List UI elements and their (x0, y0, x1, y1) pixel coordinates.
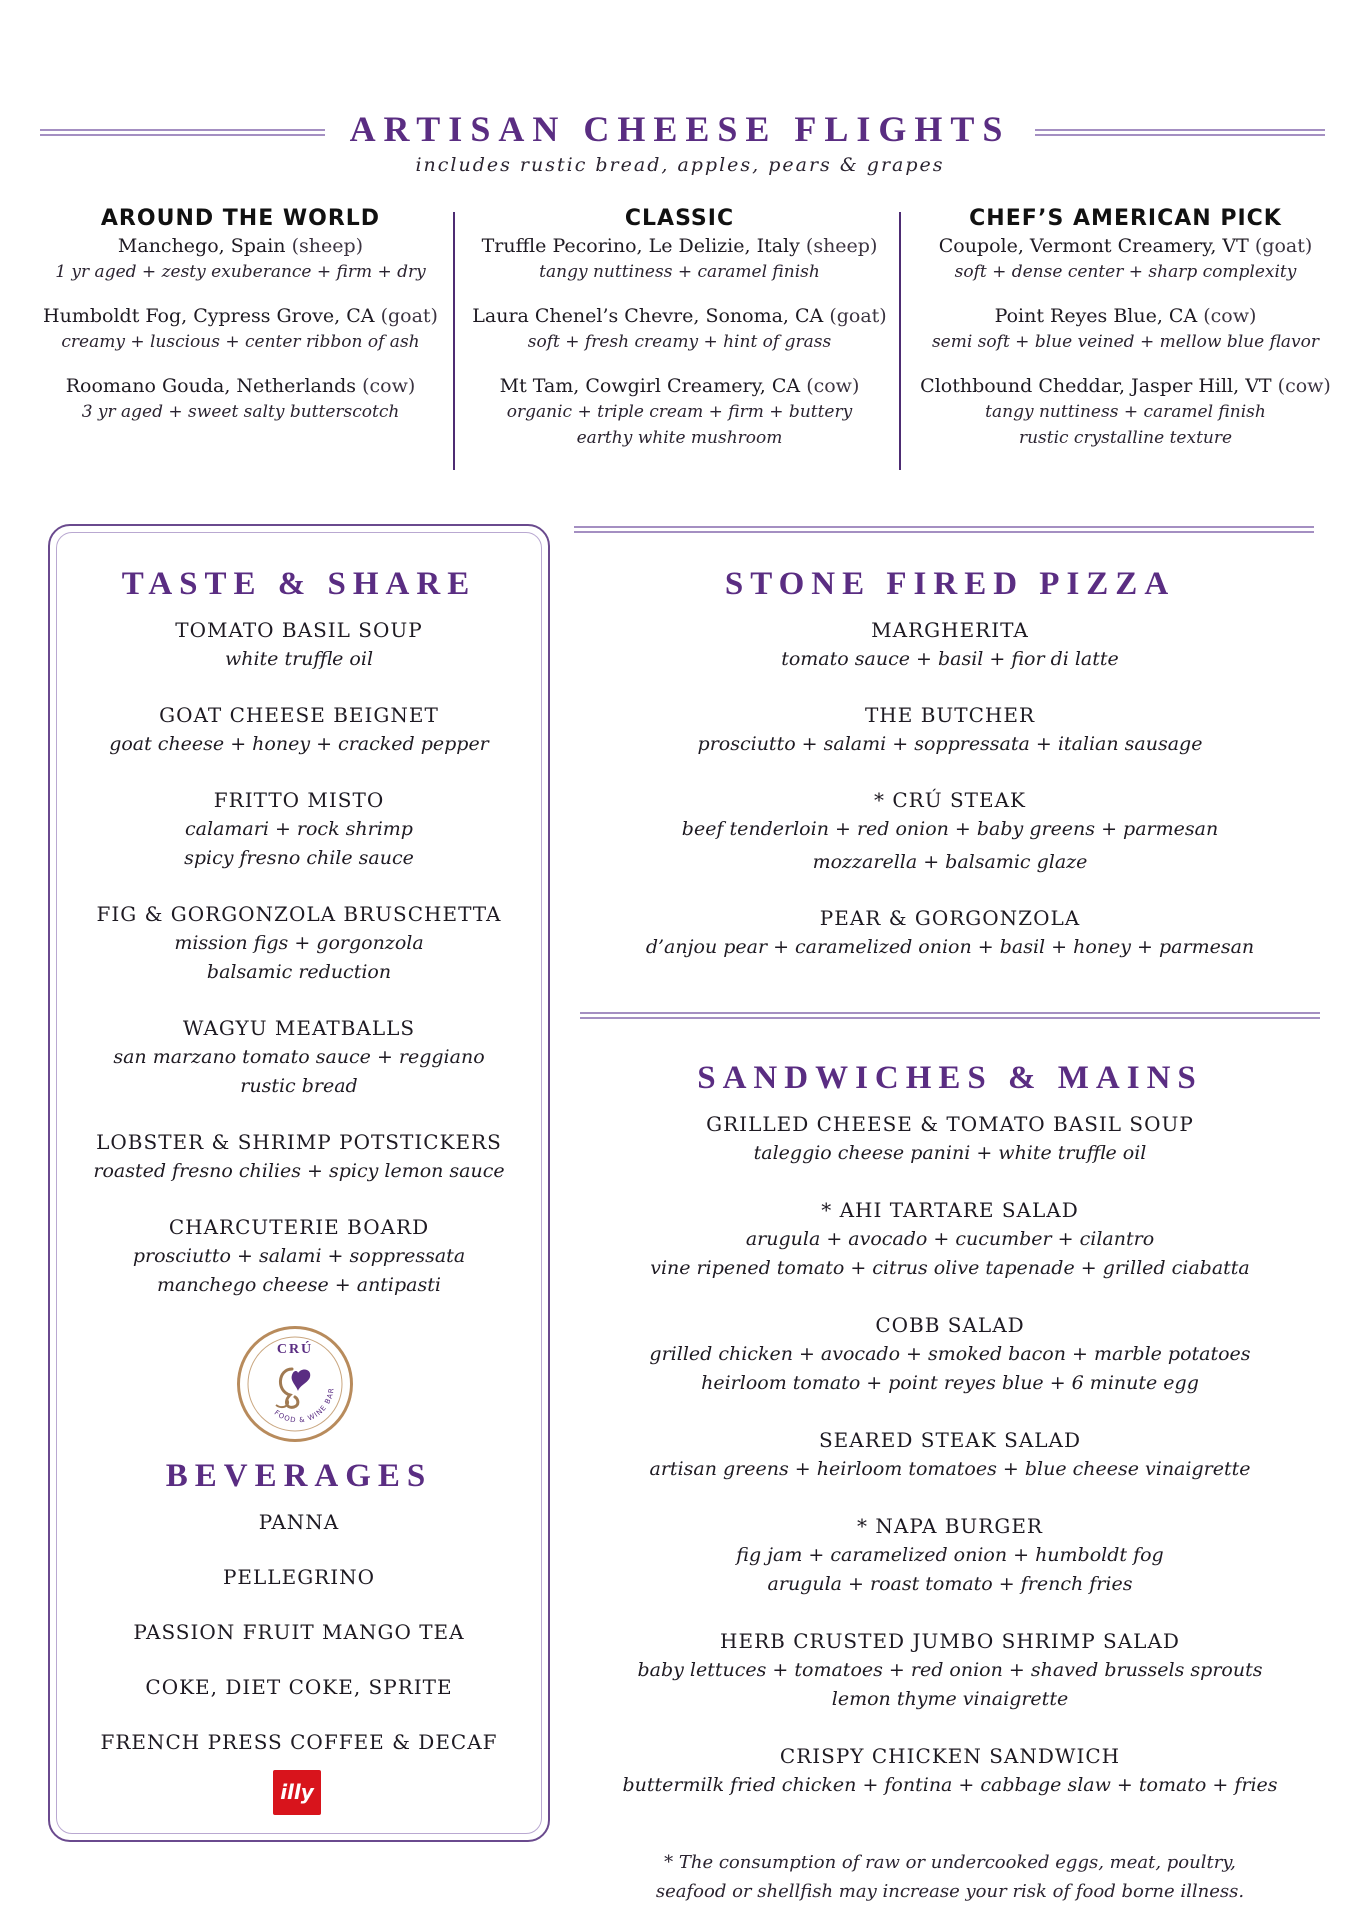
menu-item (56, 1213, 542, 1300)
mains-title: SANDWICHES & MAINS (697, 1060, 1203, 1096)
pizza-title: STONE FIRED PIZZA (724, 566, 1176, 602)
menu-item (600, 616, 1300, 674)
menu-item-description: tomato sauce + basil + fior di latte (781, 648, 1119, 670)
menu-item-description: d’anjou pear + caramelized onion + basil + honey + parmesan (645, 936, 1255, 958)
menu-item-description: fig jam + caramelized onion + humboldt fog (736, 1544, 1164, 1566)
menu-item-description: buttermilk fried chicken + fontina + cabbage slaw + tomato + fries (622, 1774, 1278, 1796)
cheese-description: semi soft + blue veined + mellow blue flavor (931, 332, 1320, 352)
menu-item-description: goat cheese + honey + cracked pepper (109, 733, 489, 755)
taste-share-list (56, 616, 542, 1327)
menu-item-name: GRILLED CHEESE & TOMATO BASIL SOUP (706, 1112, 1194, 1136)
cheese-description: rustic crystalline texture (1018, 428, 1233, 448)
menu-item-description: artisan greens + heirloom tomatoes + blue cheese vinaigrette (649, 1458, 1251, 1480)
cheese-column-1 (18, 206, 463, 443)
milk-type: (cow) (806, 375, 860, 397)
milk-type: (cow) (1277, 375, 1331, 397)
menu-item-name: TOMATO BASIL SOUP (175, 618, 423, 642)
milk-type: (sheep) (291, 235, 364, 257)
menu-item-description: grilled chicken + avocado + smoked bacon + marble potatoes (649, 1343, 1251, 1365)
cheese-name: Truffle Pecorino, Le Delizie, Italy (481, 235, 800, 257)
cheese-description: soft + dense center + sharp complexity (954, 262, 1297, 282)
cheese-name: Manchego, Spain (117, 235, 286, 257)
menu-item-name: LOBSTER & SHRIMP POTSTICKERS (96, 1130, 502, 1154)
health-footnote (600, 1848, 1300, 1906)
menu-item-name: GOAT CHEESE BEIGNET (159, 703, 439, 727)
pizza-top-rule (574, 526, 1314, 533)
milk-type: (cow) (1203, 305, 1257, 327)
menu-item-description: manchego cheese + antipasti (157, 1274, 441, 1296)
title-rule-right (1035, 129, 1325, 136)
cheese-flights-subtitle: includes rustic bread, apples, pears & grapes (415, 154, 945, 176)
menu-item-name: MARGHERITA (871, 618, 1029, 642)
cheese-flights-title: ARTISAN CHEESE FLIGHTS (349, 109, 1011, 149)
cheese-description: tangy nuttiness + caramel finish (539, 262, 820, 282)
cheese-description: earthy white mushroom (576, 428, 783, 448)
cheese-item (18, 233, 463, 285)
menu-item-description: beef tenderloin + red onion + baby greens + parmesan (681, 818, 1219, 840)
menu-item (56, 786, 542, 873)
menu-item (56, 701, 542, 759)
cheese-name: Laura Chenel’s Chevre, Sonoma, CA (472, 305, 824, 327)
cheese-description: 1 yr aged + zesty exuberance + firm + dry (55, 262, 426, 282)
menu-item-description: taleggio cheese panini + white truffle oil (753, 1142, 1147, 1164)
menu-item (600, 1512, 1300, 1599)
menu-item-name: PEAR & GORGONZOLA (819, 906, 1081, 930)
menu-item-name: * CRÚ STEAK (874, 788, 1026, 812)
menu-item-name: SEARED STEAK SALAD (818, 1428, 1082, 1452)
logo-text: CRÚ (276, 1342, 314, 1357)
cheese-column-3 (903, 206, 1348, 469)
menu-item-description: spicy fresno chile sauce (184, 847, 414, 869)
menu-item-description: vine ripened tomato + citrus olive tapenade + grilled ciabatta (650, 1257, 1250, 1279)
menu-item-name: CRISPY CHICKEN SANDWICH (779, 1744, 1121, 1768)
menu-item-name: FIG & GORGONZOLA BRUSCHETTA (96, 902, 502, 926)
menu-item-name: HERB CRUSTED JUMBO SHRIMP SALAD (720, 1629, 1180, 1653)
milk-type: (goat) (1254, 235, 1313, 257)
cheese-item (457, 303, 902, 355)
menu-item (56, 1128, 542, 1186)
beverage-item: COKE, DIET COKE, SPRITE (145, 1675, 453, 1699)
menu-item-description: rustic bread (240, 1075, 358, 1097)
menu-item-description: lemon thyme vinaigrette (831, 1688, 1069, 1710)
cheese-item (903, 233, 1348, 285)
menu-item-description: prosciutto + salami + soppressata + italian sausage (697, 733, 1203, 755)
cheese-name: Clothbound Cheddar, Jasper Hill, VT (920, 375, 1272, 397)
menu-item-description: san marzano tomato sauce + reggiano (113, 1046, 485, 1068)
menu-item-description: balsamic reduction (206, 961, 392, 983)
cheese-column-heading: AROUND THE WORLD (100, 206, 381, 231)
menu-item (600, 1627, 1300, 1714)
mains-top-rule (580, 1012, 1320, 1019)
cheese-item (18, 303, 463, 355)
menu-item (600, 1426, 1300, 1484)
pizza-list (600, 616, 1300, 989)
menu-item-name: COBB SALAD (875, 1313, 1025, 1337)
column-divider (899, 212, 901, 470)
cheese-item (457, 233, 902, 285)
footnote-line: seafood or shellfish may increase your risk of food borne illness. (655, 1881, 1245, 1902)
cheese-name: Humboldt Fog, Cypress Grove, CA (43, 305, 375, 327)
cheese-description: organic + triple cream + firm + buttery (506, 402, 853, 422)
cheese-item (903, 303, 1348, 355)
footnote-line: * The consumption of raw or undercooked eggs, meat, poultry, (664, 1852, 1236, 1873)
cru-logo (237, 1326, 353, 1442)
logo-emblem-icon (240, 1329, 350, 1439)
cheese-item (18, 373, 463, 425)
menu-item (56, 1014, 542, 1101)
menu-item-description: white truffle oil (224, 648, 374, 670)
taste-share-title: TASTE & SHARE (121, 566, 477, 602)
menu-item (56, 900, 542, 987)
menu-item-description: baby lettuces + tomatoes + red onion + shaved brussels sprouts (637, 1659, 1263, 1681)
menu-item-name: FRITTO MISTO (213, 788, 385, 812)
menu-item-description: mozzarella + balsamic glaze (812, 851, 1088, 873)
menu-item-description: prosciutto + salami + soppressata (132, 1245, 466, 1267)
milk-type: (goat) (829, 305, 887, 327)
column-divider (453, 212, 455, 470)
cheese-item (457, 373, 902, 451)
cheese-name: Mt Tam, Cowgirl Creamery, CA (499, 375, 801, 397)
menu-item (600, 1110, 1300, 1168)
menu-item (600, 1742, 1300, 1800)
menu-item-description: arugula + roast tomato + french fries (767, 1573, 1133, 1595)
cheese-description: tangy nuttiness + caramel finish (985, 402, 1266, 422)
cheese-description: creamy + luscious + center ribbon of ash (61, 332, 420, 352)
title-rule-left (40, 129, 325, 136)
menu-item-name: * AHI TARTARE SALAD (821, 1198, 1079, 1222)
menu-item-name: THE BUTCHER (864, 703, 1036, 727)
menu-item-description: calamari + rock shrimp (185, 818, 413, 840)
menu-item-name: CHARCUTERIE BOARD (168, 1215, 430, 1239)
cheese-item (903, 373, 1348, 451)
menu-item (56, 616, 542, 674)
cheese-name: Coupole, Vermont Creamery, VT (938, 235, 1249, 257)
menu-item (600, 904, 1300, 962)
cheese-description: 3 yr aged + sweet salty butterscotch (81, 402, 400, 422)
menu-item-name: WAGYU MEATBALLS (182, 1016, 416, 1040)
milk-type: (goat) (380, 305, 438, 327)
milk-type: (sheep) (805, 235, 878, 257)
menu-item (600, 1311, 1300, 1398)
menu-item (600, 786, 1300, 877)
beverage-item: PELLEGRINO (222, 1565, 376, 1589)
cheese-name: Roomano Gouda, Netherlands (65, 375, 357, 397)
menu-item-description: arugula + avocado + cucumber + cilantro (745, 1228, 1155, 1250)
cheese-column-heading: CHEF’S AMERICAN PICK (969, 206, 1282, 231)
menu-item-description: heirloom tomato + point reyes blue + 6 minute egg (701, 1372, 1199, 1394)
beverages-title: BEVERAGES (165, 1458, 433, 1494)
illy-logo: illy (273, 1770, 321, 1815)
cheese-description: soft + fresh creamy + hint of grass (527, 332, 832, 352)
milk-type: (cow) (362, 375, 416, 397)
menu-item-description: roasted fresno chilies + spicy lemon sauce (93, 1160, 505, 1182)
menu-item-description: mission figs + gorgonzola (174, 932, 424, 954)
cheese-column-2 (457, 206, 902, 469)
menu-item (600, 701, 1300, 759)
menu-item (600, 1196, 1300, 1283)
beverages-list (56, 1508, 542, 1757)
mains-list (600, 1110, 1300, 1800)
beverage-item: PANNA (258, 1510, 340, 1534)
cheese-name: Point Reyes Blue, CA (994, 305, 1198, 327)
beverage-item: PASSION FRUIT MANGO TEA (133, 1620, 465, 1644)
menu-item-name: * NAPA BURGER (857, 1514, 1043, 1538)
cheese-column-heading: CLASSIC (624, 206, 735, 231)
logo-ring-text: FOOD & WINE BAR (272, 1386, 336, 1425)
beverage-item: FRENCH PRESS COFFEE & DECAF (100, 1730, 498, 1754)
